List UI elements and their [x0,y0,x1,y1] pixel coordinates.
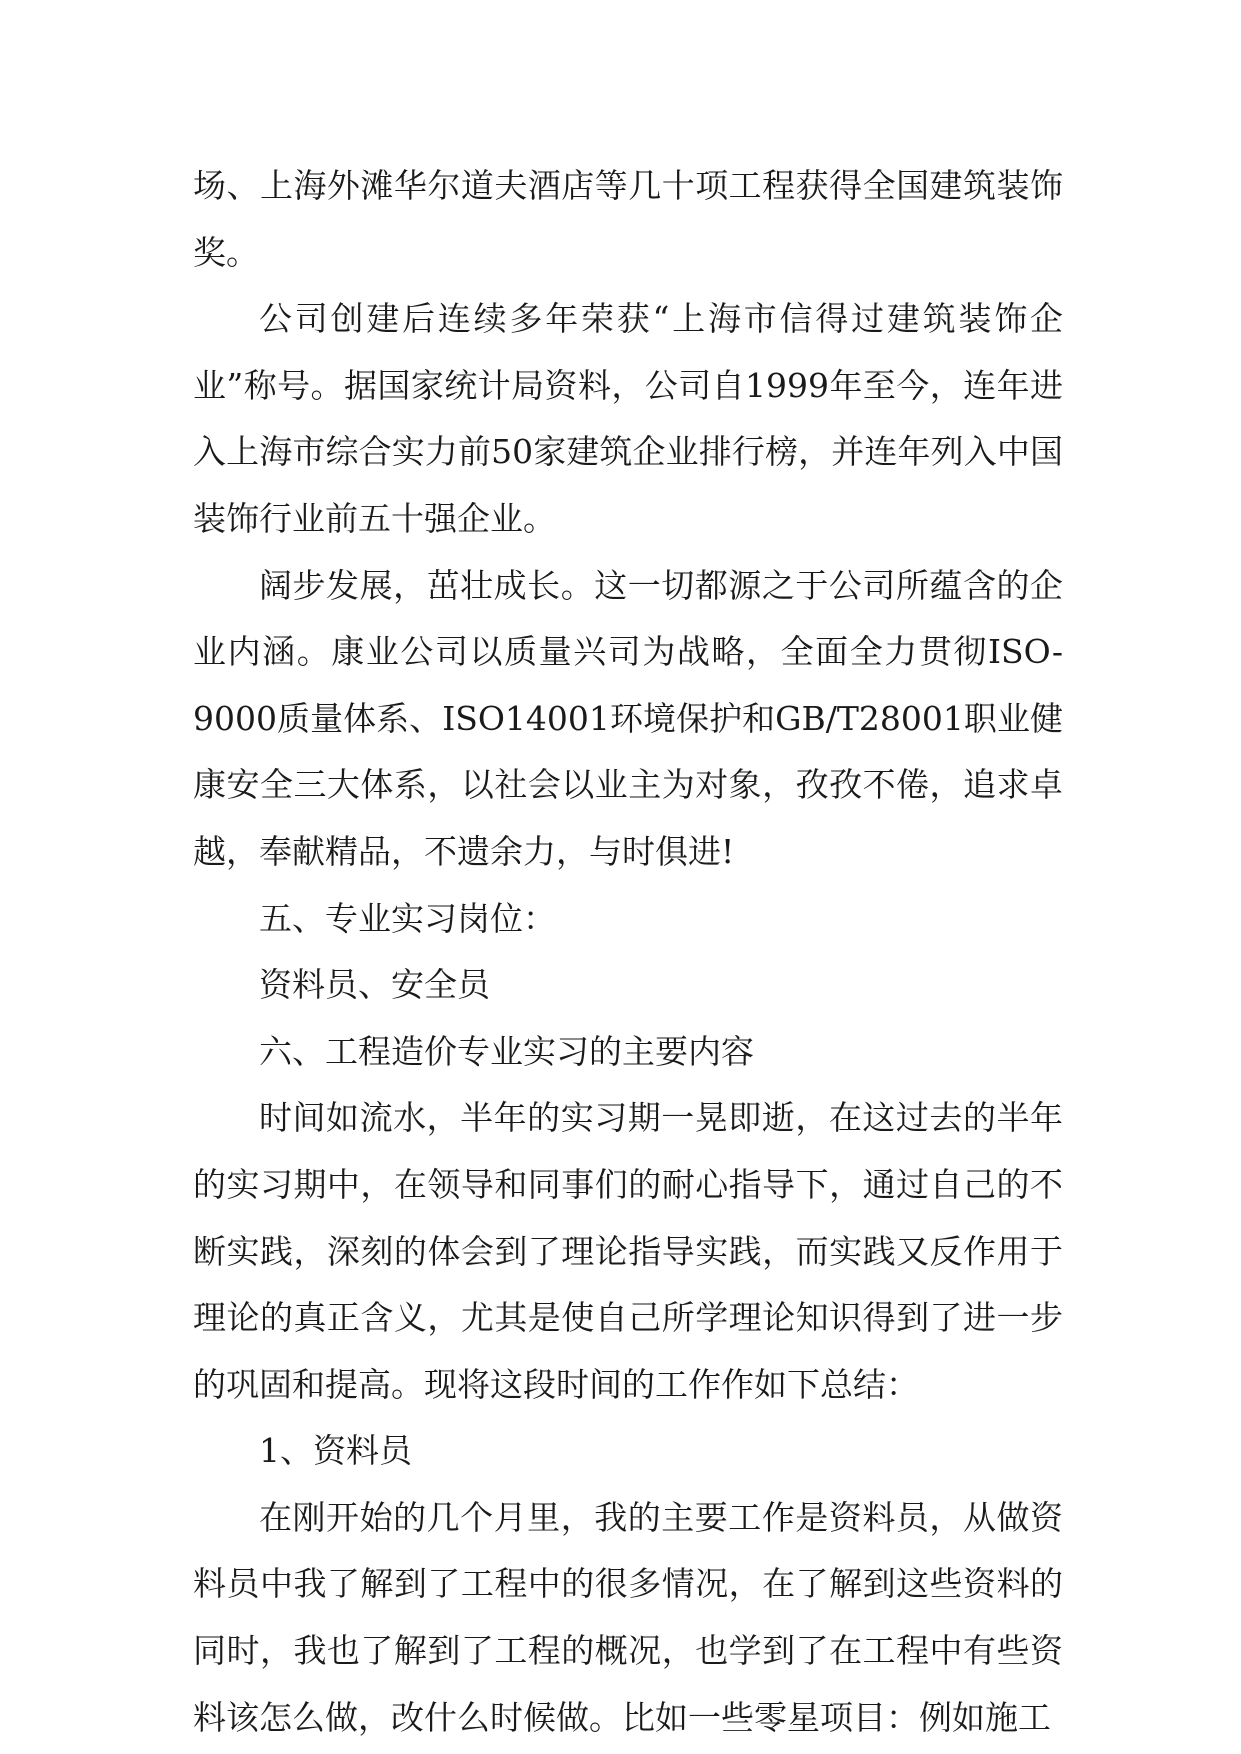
section-heading-internship-position: 五、专业实习岗位： [259,898,556,938]
subheading-document-clerk: 1、资料员 [259,1431,412,1471]
paragraph-document-clerk: 在刚开始的几个月里，我的主要工作是资料员，从做资料员中我了解到了工程中的很多情况，在了解到这些资料的同时，我也了解到了工程的概况，也学到了在工程中有些资料该怎么做，改什么时候做。比如一些零星项目：例如施工 [193,1497,1063,1737]
paragraph-summary: 时间如流水，半年的实习期一晃即逝，在这过去的半年的实习期中，在领导和同事们的耐心指导下，通过自己的不断实践，深刻的体会到了理论指导实践，而实践又反作用于理论的真正含义，尤其是使自己所学理论知识得到了进一步的巩固和提高。现将这段时间的工作作如下总结： [193,1098,1063,1404]
section-heading-main-content: 六、工程造价专业实习的主要内容 [259,1031,754,1071]
body-text [193,153,1063,1751]
paragraph-1: 场、上海外滩华尔道夫酒店等几十项工程获得全国建筑装饰奖。 [193,166,1063,272]
paragraph-3: 阔步发展，茁壮成长。这一切都源之于公司所蕴含的企业内涵。康业公司以质量兴司为战略，全面全力贯彻ISO-9000质量体系、ISO14001环境保护和GB/T28001职业健康安全三大体系，以社会以业主为对象，孜孜不倦，追求卓越，奉献精品，不遗余力，与时俱进! [193,565,1063,871]
paragraph-2: 公司创建后连续多年荣获“上海市信得过建筑装饰企业”称号。据国家统计局资料，公司自1999年至今，连年进入上海市综合实力前50家建筑企业排行榜，并连年列入中国装饰行业前五十强企业。 [193,299,1063,538]
internship-positions: 资料员、安全员 [259,965,490,1005]
